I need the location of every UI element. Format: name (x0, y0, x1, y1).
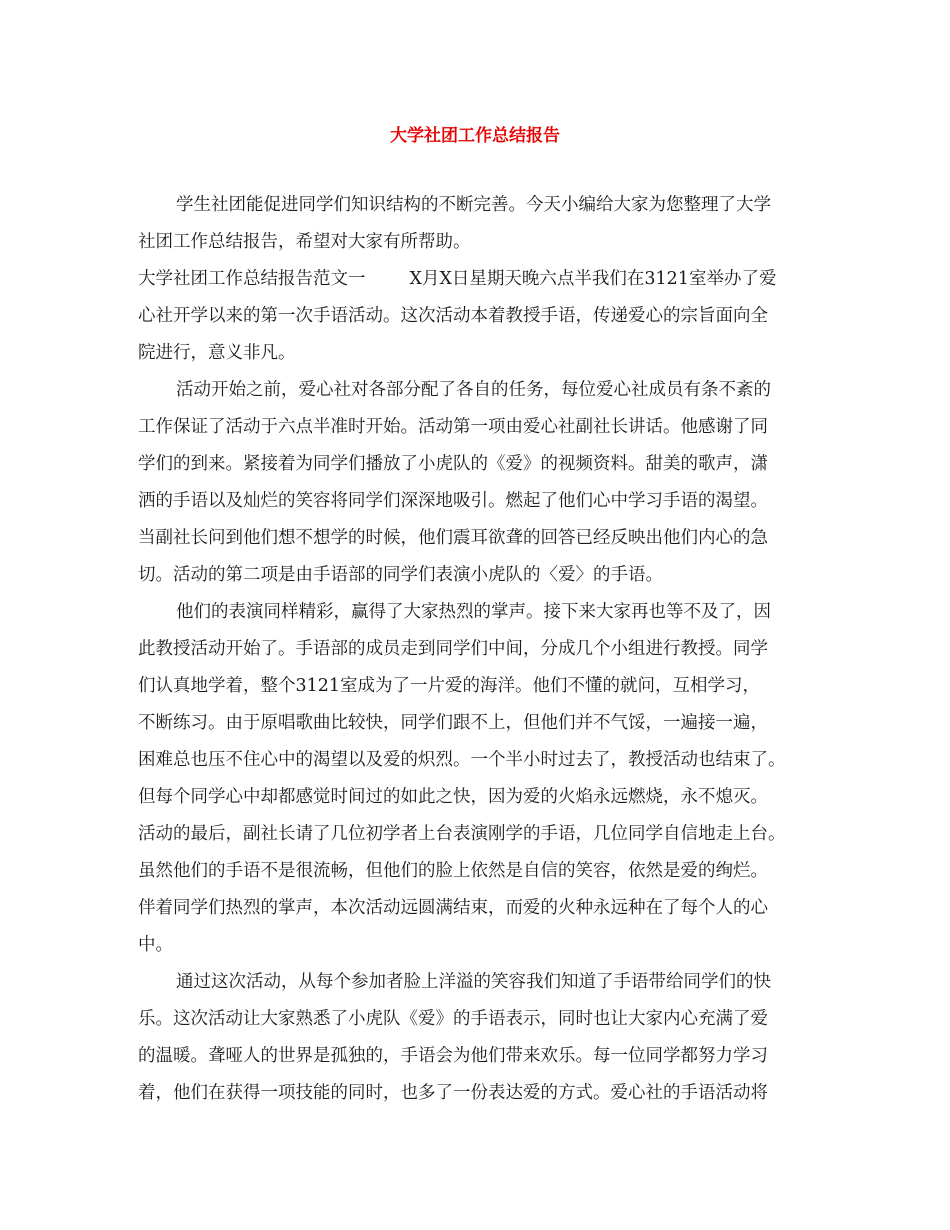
paragraph-line (138, 267, 776, 291)
paragraph-line: 困难总也压不住心中的渴望以及爱的炽烈。一个半小时过去了，教授活动也结束了。 (138, 750, 786, 770)
paragraph-line: 院进行，意义非凡。 (138, 343, 296, 363)
paragraph-line: 他们的表演同样精彩，赢得了大家热烈的掌声。接下来大家再也等不及了，因 (176, 602, 771, 622)
paragraph-line: 社团工作总结报告，希望对大家有所帮助。 (138, 232, 471, 252)
paragraph-line: 当副社长问到他们想不想学的时候，他们震耳欲聋的回答已经反映出他们内心的急 (138, 528, 768, 548)
document-title: 大学社团工作总结报告 (390, 126, 560, 146)
paragraph-line: 乐。这次活动让大家熟悉了小虎队《爱》的手语表示，同时也让大家内心充满了爱 (138, 1009, 768, 1029)
paragraph-line-text: X月X日星期天晚六点半我们在3121室举办了爱 (409, 269, 777, 289)
section-heading: 大学社团工作总结报告范文一 (138, 269, 366, 289)
paragraph-line: 着，他们在获得一项技能的同时，也多了一份表达爱的方式。爱心社的手语活动将 (138, 1083, 768, 1103)
paragraph-line: 活动的最后，副社长请了几位初学者上台表演刚学的手语，几位同学自信地走上台。 (138, 824, 786, 844)
paragraph-line: 中。 (138, 935, 173, 955)
paragraph-line: 学们的到来。紧接着为同学们播放了小虎队的《爱》的视频资料。甜美的歌声，潇 (138, 454, 768, 474)
paragraph-line: 通过这次活动，从每个参加者脸上洋溢的笑容我们知道了手语带给同学们的快 (176, 972, 771, 992)
paragraph-line: 伴着同学们热烈的掌声，本次活动远圆满结束，而爱的火种永远种在了每个人的心 (138, 898, 768, 918)
paragraph-line: 的温暖。聋哑人的世界是孤独的，手语会为他们带来欢乐。每一位同学都努力学习 (138, 1046, 768, 1066)
paragraph-line: 但每个同学心中却都感觉时间过的如此之快，因为爱的火焰永远燃烧，永不熄灭。 (138, 787, 768, 807)
paragraph-line: 活动开始之前，爱心社对各部分配了各自的任务，每位爱心社成员有条不紊的 (176, 380, 771, 400)
paragraph-line: 不断练习。由于原唱歌曲比较快，同学们跟不上，但他们并不气馁，一遍接一遍， (138, 713, 768, 733)
paragraph-line: 此教授活动开始了。手语部的成员走到同学们中间，分成几个小组进行教授。同学 (138, 639, 768, 659)
paragraph-line: 们认真地学着，整个3121室成为了一片爱的海洋。他们不懂的就问，互相学习， (138, 676, 761, 696)
paragraph-line: 切。活动的第二项是由手语部的同学们表演小虎队的〈爱〉的手语。 (138, 565, 663, 585)
paragraph-line: 心社开学以来的第一次手语活动。这次活动本着教授手语，传递爱心的宗旨面向全 (138, 306, 768, 326)
paragraph-line: 洒的手语以及灿烂的笑容将同学们深深地吸引。燃起了他们心中学习手语的渴望。 (138, 491, 768, 511)
paragraph-line: 学生社团能促进同学们知识结构的不断完善。今天小编给大家为您整理了大学 (176, 195, 771, 215)
paragraph-line: 虽然他们的手语不是很流畅，但他们的脸上依然是自信的笑容，依然是爱的绚烂。 (138, 861, 768, 881)
paragraph-line: 工作保证了活动于六点半准时开始。活动第一项由爱心社副社长讲话。他感谢了同 (138, 417, 768, 437)
